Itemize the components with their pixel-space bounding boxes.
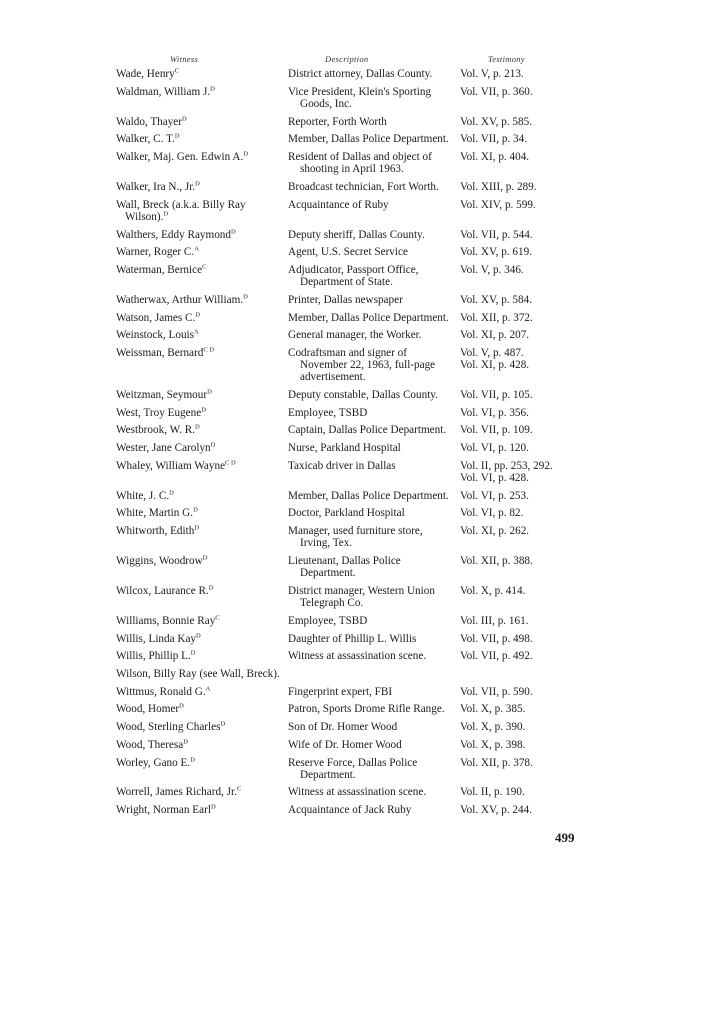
witness-name-text: Williams, Bonnie Ray xyxy=(116,614,216,627)
testimony-reference xyxy=(456,229,572,241)
witness-name-text: Waldman, William J. xyxy=(116,85,211,98)
witness-name-text: Walthers, Eddy Raymond xyxy=(116,228,231,241)
witness-name-text: Willis, Linda Kay xyxy=(116,632,197,645)
witness-name-text: Westbrook, W. R. xyxy=(116,424,195,437)
witness-entry xyxy=(116,329,576,341)
witness-entry xyxy=(116,460,576,484)
testimony-line: Vol. VII, p. 34. xyxy=(460,133,528,146)
testimony-type-marker: D xyxy=(194,423,200,431)
witness-name xyxy=(116,86,288,110)
witness-description: Member, Dallas Police Department. xyxy=(288,311,449,324)
witness-entry xyxy=(116,585,576,609)
witness-description: Deputy sheriff, Dallas County. xyxy=(288,228,425,241)
testimony-reference xyxy=(456,460,572,484)
testimony-type-marker: D xyxy=(231,227,236,235)
witness-name-text: Watherwax, Arthur William. xyxy=(116,293,244,306)
witness-name xyxy=(116,686,288,698)
testimony-line: Vol. V, p. 487. xyxy=(460,346,524,359)
witness-description xyxy=(288,668,456,680)
witness-name xyxy=(116,133,288,145)
witness-description: Resident of Dallas and object of shooting in April 1963. xyxy=(288,151,432,176)
witness-entry xyxy=(116,181,576,193)
testimony-reference xyxy=(456,490,572,502)
witness-name xyxy=(116,507,288,519)
testimony-reference xyxy=(456,133,572,145)
witness-name-text: Wittmus, Ronald G. xyxy=(116,685,206,698)
witness-name-text: Wood, Theresa xyxy=(116,738,184,751)
witness-entry xyxy=(116,721,576,733)
witness-name-text: White, J. C. xyxy=(116,489,170,502)
witness-description: Taxicab driver in Dallas xyxy=(288,459,396,472)
witness-name xyxy=(116,633,288,645)
witness-name-text: Wester, Jane Carolyn xyxy=(116,442,211,455)
witness-entry xyxy=(116,703,576,715)
testimony-line: Vol. VII, p. 360. xyxy=(460,85,533,98)
witness-name xyxy=(116,181,288,193)
witness-name xyxy=(116,329,288,341)
witness-name-text: Wiggins, Woodrow xyxy=(116,555,203,568)
testimony-line: Vol. VI, p. 428. xyxy=(460,472,529,485)
witness-name-text: Warner, Roger C. xyxy=(116,246,195,259)
testimony-reference xyxy=(456,786,572,798)
witness-description: Fingerprint expert, FBI xyxy=(288,685,393,698)
testimony-line: Vol. XV, p. 585. xyxy=(460,115,533,128)
testimony-line: Vol. XI, p. 262. xyxy=(460,525,530,538)
witness-description: Vice President, Klein's Sporting Goods, Inc. xyxy=(288,85,432,110)
witness-description: Broadcast technician, Fort Worth. xyxy=(288,180,439,193)
witness-name xyxy=(116,668,288,680)
witness-description: Employee, TSBD xyxy=(288,406,368,419)
witness-name-text: Weitzman, Seymour xyxy=(116,389,208,402)
testimony-line: Vol. VII, p. 544. xyxy=(460,228,533,241)
witness-name-text: Walker, C. T. xyxy=(116,133,175,146)
witness-name-text: Waldo, Thayer xyxy=(116,115,182,128)
witness-name xyxy=(116,68,288,80)
testimony-type-marker: A xyxy=(194,328,199,336)
testimony-reference xyxy=(456,151,572,175)
witness-description: Captain, Dallas Police Department. xyxy=(288,424,447,437)
witness-name xyxy=(116,585,288,609)
witness-name-text: Walker, Ira N., Jr. xyxy=(116,180,196,193)
testimony-reference xyxy=(456,68,572,80)
testimony-reference xyxy=(456,739,572,751)
testimony-type-marker: D xyxy=(201,406,206,414)
testimony-type-marker: D xyxy=(195,310,200,318)
witness-name xyxy=(116,490,288,502)
witness-name-text: Wilson, Billy Ray (see Wall, Breck). xyxy=(116,668,280,681)
testimony-type-marker: A xyxy=(194,245,199,253)
testimony-line: Vol. V, p. 213. xyxy=(460,68,524,80)
testimony-type-marker: C xyxy=(202,263,207,271)
testimony-reference xyxy=(456,804,572,816)
witness-name xyxy=(116,650,288,662)
testimony-reference xyxy=(456,407,572,419)
witness-column-header: Witness xyxy=(170,54,199,64)
testimony-line: Vol. X, p. 414. xyxy=(460,585,526,597)
witness-entry xyxy=(116,389,576,401)
witness-description: Codraftsman and signer of November 22, 1963, full-page advertisement. xyxy=(288,346,436,384)
testimony-line: Vol. VII, p. 590. xyxy=(460,685,533,698)
testimony-type-marker: D xyxy=(179,702,184,710)
testimony-type-marker: D xyxy=(210,84,215,92)
witness-name xyxy=(116,555,288,579)
testimony-type-marker: D xyxy=(193,506,198,514)
witness-entry xyxy=(116,507,576,519)
description-column-header: Description xyxy=(325,54,369,64)
witness-name xyxy=(116,199,288,223)
witness-description: Lieutenant, Dallas Police Department. xyxy=(288,555,401,580)
testimony-type-marker: D xyxy=(195,180,200,188)
witness-name xyxy=(116,460,288,484)
witness-name-text: Whitworth, Edith xyxy=(116,525,195,538)
witness-entry xyxy=(116,407,576,419)
witness-entry xyxy=(116,246,576,258)
testimony-line: Vol. VII, p. 498. xyxy=(460,632,533,645)
witness-name-text: Watson, James C. xyxy=(116,311,196,324)
witness-entry xyxy=(116,264,576,288)
witness-name xyxy=(116,703,288,715)
witness-description: Deputy constable, Dallas County. xyxy=(288,389,438,402)
testimony-line: Vol. VI, p. 82. xyxy=(460,507,524,520)
testimony-reference xyxy=(456,86,572,110)
testimony-type-marker: D xyxy=(207,388,212,396)
witness-name-text: Weissman, Bernard xyxy=(116,346,204,359)
testimony-line: Vol. VI, p. 253. xyxy=(460,489,529,502)
testimony-type-marker: D xyxy=(243,293,248,301)
testimony-type-marker: D xyxy=(208,584,214,592)
testimony-line: Vol. XIV, p. 599. xyxy=(460,198,536,211)
testimony-reference xyxy=(456,389,572,401)
testimony-line: Vol. XI, p. 404. xyxy=(460,151,530,164)
testimony-type-marker: D xyxy=(194,524,200,532)
testimony-line: Vol. X, p. 398. xyxy=(460,738,526,751)
testimony-reference xyxy=(456,668,572,680)
testimony-type-marker: A xyxy=(205,684,211,692)
witness-name xyxy=(116,739,288,751)
witness-name-text: Wilcox, Laurance R. xyxy=(116,585,209,597)
testimony-line: Vol. XII, p. 388. xyxy=(460,555,533,568)
testimony-reference xyxy=(456,294,572,306)
witness-description: Agent, U.S. Secret Service xyxy=(288,246,408,259)
witness-description: District manager, Western Union Telegraph Co. xyxy=(288,585,435,610)
witness-name-text: Waterman, Bernice xyxy=(116,263,203,276)
witness-entry xyxy=(116,633,576,645)
testimony-line: Vol. XV, p. 619. xyxy=(460,246,533,259)
witness-description: Patron, Sports Drome Rifle Range. xyxy=(288,703,445,716)
witness-name xyxy=(116,615,288,627)
witness-description: Witness at assassination scene. xyxy=(288,786,427,799)
witness-description: Adjudicator, Passport Office, Department of State. xyxy=(288,263,419,289)
witness-name-text: Wade, Henry xyxy=(116,68,175,80)
witness-entry xyxy=(116,650,576,662)
testimony-reference xyxy=(456,757,572,781)
witness-name xyxy=(116,264,288,288)
witness-entry xyxy=(116,615,576,627)
witness-name-text: Whaley, William Wayne xyxy=(116,459,226,472)
witness-description: Daughter of Phillip L. Willis xyxy=(288,632,417,645)
witness-entry xyxy=(116,86,576,110)
testimony-type-marker: D xyxy=(210,803,216,811)
witness-entry xyxy=(116,294,576,306)
testimony-type-marker: D xyxy=(202,554,208,562)
witness-description: Witness at assassination scene. xyxy=(288,650,427,663)
witness-name xyxy=(116,389,288,401)
witness-entry xyxy=(116,490,576,502)
testimony-reference xyxy=(456,650,572,662)
testimony-line: Vol. VI, p. 120. xyxy=(460,442,529,455)
witness-name xyxy=(116,757,288,781)
witness-name xyxy=(116,312,288,324)
witness-description: District attorney, Dallas County. xyxy=(288,68,433,80)
testimony-line: Vol. XI, p. 207. xyxy=(460,329,530,342)
witness-entry xyxy=(116,229,576,241)
witness-entry xyxy=(116,151,576,175)
testimony-reference xyxy=(456,555,572,579)
witness-entry xyxy=(116,116,576,128)
witness-entry xyxy=(116,424,576,436)
witness-entry xyxy=(116,555,576,579)
testimony-line: Vol. VI, p. 356. xyxy=(460,406,529,419)
witness-name-text: Wood, Homer xyxy=(116,703,180,716)
page-number: 499 xyxy=(555,830,575,845)
witness-entry xyxy=(116,668,576,680)
testimony-type-marker: C xyxy=(215,614,220,622)
witness-description: Wife of Dr. Homer Wood xyxy=(288,738,402,751)
testimony-line: Vol. X, p. 390. xyxy=(460,721,526,734)
testimony-type-marker: D xyxy=(220,720,226,728)
witness-name-text: Wood, Sterling Charles xyxy=(116,721,221,734)
testimony-reference xyxy=(456,507,572,519)
witness-description: Acquaintance of Ruby xyxy=(288,198,389,211)
testimony-type-marker: D xyxy=(190,755,195,763)
testimony-line: Vol. XII, p. 378. xyxy=(460,756,533,769)
witness-entry xyxy=(116,757,576,781)
testimony-line: Vol. VII, p. 109. xyxy=(460,424,533,437)
testimony-reference xyxy=(456,686,572,698)
witness-name xyxy=(116,786,288,798)
testimony-type-marker: C xyxy=(174,67,180,75)
testimony-type-marker: C D xyxy=(225,459,236,467)
testimony-reference xyxy=(456,329,572,341)
testimony-type-marker: D xyxy=(210,441,216,449)
witness-description: Manager, used furniture store, Irving, Tex. xyxy=(288,525,423,550)
testimony-line: Vol. XIII, p. 289. xyxy=(460,180,537,193)
testimony-reference xyxy=(456,442,572,454)
witness-name xyxy=(116,347,288,384)
witness-name xyxy=(116,424,288,436)
witness-name-text: White, Martin G. xyxy=(116,507,194,520)
witness-name xyxy=(116,116,288,128)
testimony-reference xyxy=(456,199,572,223)
testimony-type-marker: D xyxy=(174,132,180,140)
witness-name-text: Walker, Maj. Gen. Edwin A. xyxy=(116,151,244,164)
testimony-line: Vol. X, p. 385. xyxy=(460,703,526,716)
witness-name xyxy=(116,294,288,306)
witness-name xyxy=(116,721,288,733)
testimony-reference xyxy=(456,633,572,645)
testimony-reference xyxy=(456,116,572,128)
witness-name-text: Weinstock, Louis xyxy=(116,329,195,342)
witness-name xyxy=(116,229,288,241)
witness-entry xyxy=(116,786,576,798)
witness-name xyxy=(116,151,288,175)
testimony-column-header: Testimony xyxy=(488,54,525,64)
testimony-line: Vol. II, p. 190. xyxy=(460,786,525,799)
testimony-reference xyxy=(456,264,572,288)
testimony-reference xyxy=(456,312,572,324)
witness-description: Son of Dr. Homer Wood xyxy=(288,721,398,734)
witness-name xyxy=(116,246,288,258)
witness-name xyxy=(116,525,288,549)
testimony-type-marker: C xyxy=(236,785,242,793)
witness-name xyxy=(116,804,288,816)
testimony-line: Vol. VII, p. 492. xyxy=(460,650,533,663)
witness-description: Member, Dallas Police Department. xyxy=(288,133,449,146)
testimony-type-marker: D xyxy=(183,738,188,746)
witness-entry xyxy=(116,686,576,698)
testimony-reference xyxy=(456,615,572,627)
witness-description: General manager, the Worker. xyxy=(288,329,422,342)
witness-entry xyxy=(116,199,576,223)
testimony-type-marker: C D xyxy=(203,346,214,354)
testimony-type-marker: D xyxy=(182,114,187,122)
testimony-line: Vol. V, p. 346. xyxy=(460,263,524,276)
testimony-type-marker: D xyxy=(163,210,169,218)
witness-description: Nurse, Parkland Hospital xyxy=(288,442,401,455)
testimony-reference xyxy=(456,181,572,193)
witness-description: Employee, TSBD xyxy=(288,614,368,627)
testimony-type-marker: D xyxy=(196,631,201,639)
witness-description: Member, Dallas Police Department. xyxy=(288,489,449,502)
witness-entry xyxy=(116,525,576,549)
witness-name-text: Worley, Gano E. xyxy=(116,756,191,769)
testimony-line: Vol. II, pp. 253, 292. xyxy=(460,459,553,472)
witness-name xyxy=(116,407,288,419)
witness-name-text: West, Troy Eugene xyxy=(116,406,202,419)
witness-name-text: Willis, Phillip L. xyxy=(116,650,191,663)
testimony-line: Vol. XV, p. 244. xyxy=(460,804,533,817)
witness-description: Reporter, Forth Worth xyxy=(288,115,387,128)
testimony-line: Vol. III, p. 161. xyxy=(460,614,529,627)
testimony-reference xyxy=(456,347,572,384)
testimony-type-marker: D xyxy=(190,649,196,657)
witness-name-text: Wright, Norman Earl xyxy=(116,804,211,817)
witness-entry xyxy=(116,442,576,454)
witness-entry xyxy=(116,739,576,751)
witness-name-text: Wall, Breck (a.k.a. Billy Ray Wilson). xyxy=(116,198,246,223)
testimony-reference xyxy=(456,424,572,436)
testimony-line: Vol. VII, p. 105. xyxy=(460,389,533,402)
testimony-reference xyxy=(456,703,572,715)
witness-description: Printer, Dallas newspaper xyxy=(288,293,403,306)
witness-description: Reserve Force, Dallas Police Department. xyxy=(288,756,418,781)
witness-description: Doctor, Parkland Hospital xyxy=(288,507,405,520)
testimony-line: Vol. XV, p. 584. xyxy=(460,293,533,306)
witness-entry xyxy=(116,804,576,816)
witness-entry xyxy=(116,68,576,80)
testimony-type-marker: D xyxy=(243,150,248,158)
testimony-reference xyxy=(456,246,572,258)
witness-name xyxy=(116,442,288,454)
witness-name-text: Worrell, James Richard, Jr. xyxy=(116,786,237,799)
witness-entry xyxy=(116,312,576,324)
witness-entry xyxy=(116,133,576,145)
testimony-type-marker: D xyxy=(169,489,174,497)
testimony-reference xyxy=(456,721,572,733)
witness-entry xyxy=(116,347,576,384)
testimony-line: Vol. XI, p. 428. xyxy=(460,359,530,372)
testimony-reference xyxy=(456,525,572,549)
witness-description: Acquaintance of Jack Ruby xyxy=(288,804,412,817)
testimony-reference xyxy=(456,585,572,609)
testimony-line: Vol. XII, p. 372. xyxy=(460,311,533,324)
witness-index-list xyxy=(116,68,576,822)
